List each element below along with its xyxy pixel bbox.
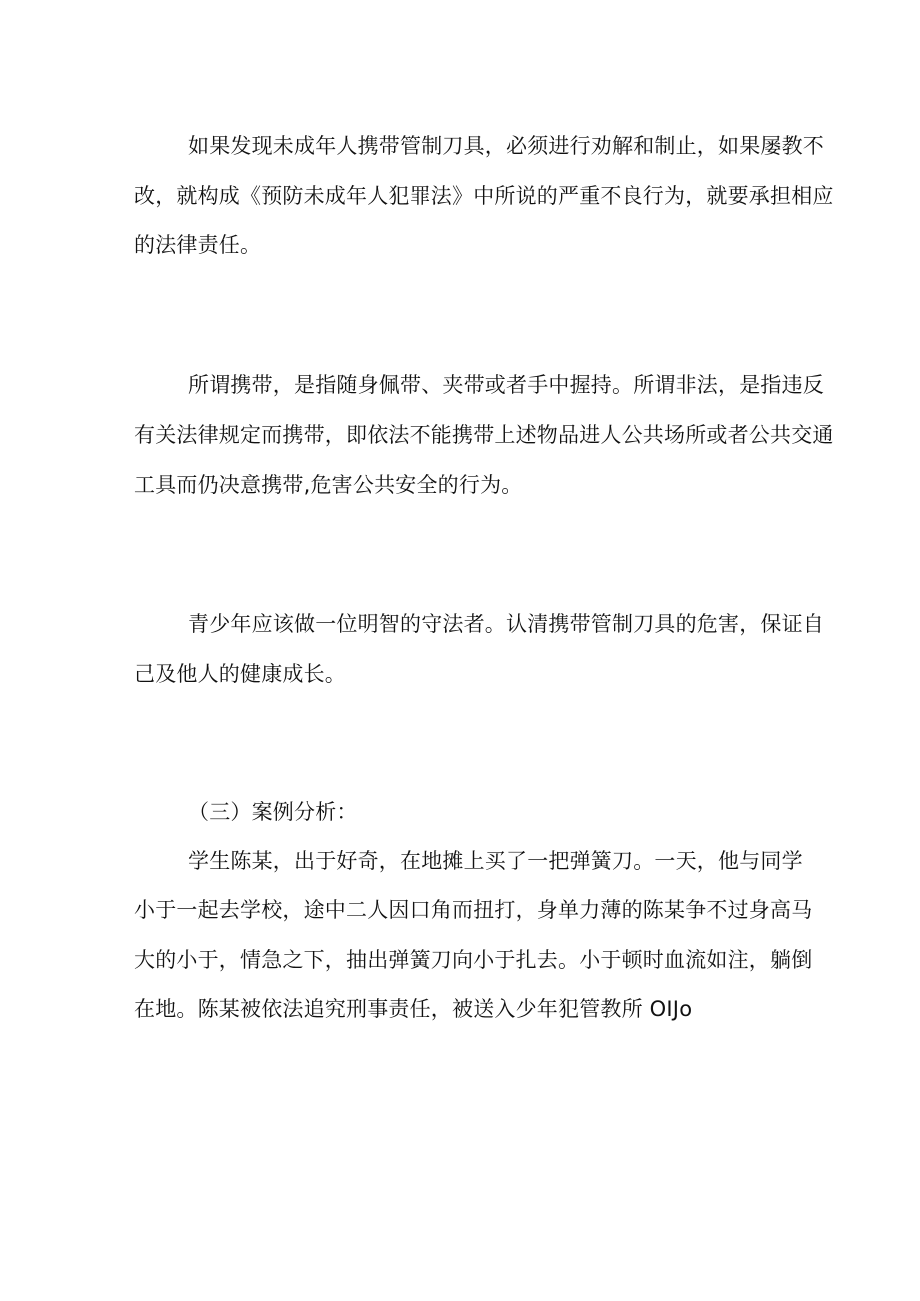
paragraph-1-line-3: 的法律责任。 xyxy=(134,233,262,257)
case-paragraph-line-3: 大的小于，情急之下，抽出弹簧刀向小于扎去。小于顿时血流如注，躺倒 xyxy=(134,948,813,972)
paragraph-1-line-1: 如果发现未成年人携带管制刀具，必须进行劝解和制止，如果屡教不 xyxy=(188,134,824,158)
section-heading: （三）案例分析： xyxy=(188,800,358,824)
paragraph-2-line-2: 有关法律规定而携带，即依法不能携带上述物品进人公共场所或者公共交通 xyxy=(134,423,834,447)
case-paragraph-line-1: 学生陈某，出于好奇，在地摊上买了一把弹簧刀。一天，他与同学 xyxy=(188,849,803,873)
paragraph-1-line-2: 改，就构成《预防未成年人犯罪法》中所说的严重不良行为，就要承担相应 xyxy=(134,184,834,208)
paragraph-3-line-1: 青少年应该做一位明智的守法者。认清携带管制刀具的危害，保证自 xyxy=(188,612,824,636)
paragraph-3-line-2: 己及他人的健康成长。 xyxy=(134,662,346,686)
case-paragraph-line-2: 小于一起去学校，途中二人因口角而扭打，身单力薄的陈某争不过身高马 xyxy=(134,898,813,922)
case-paragraph-line-4: 在地。陈某被依法追究刑事责任，被送入少年犯管教所 OIJo xyxy=(134,997,693,1021)
paragraph-2-line-1: 所谓携带，是指随身佩带、夹带或者手中握持。所谓非法，是指违反 xyxy=(188,373,824,397)
paragraph-2-line-3: 工具而仍决意携带,危害公共安全的行为。 xyxy=(134,473,523,497)
